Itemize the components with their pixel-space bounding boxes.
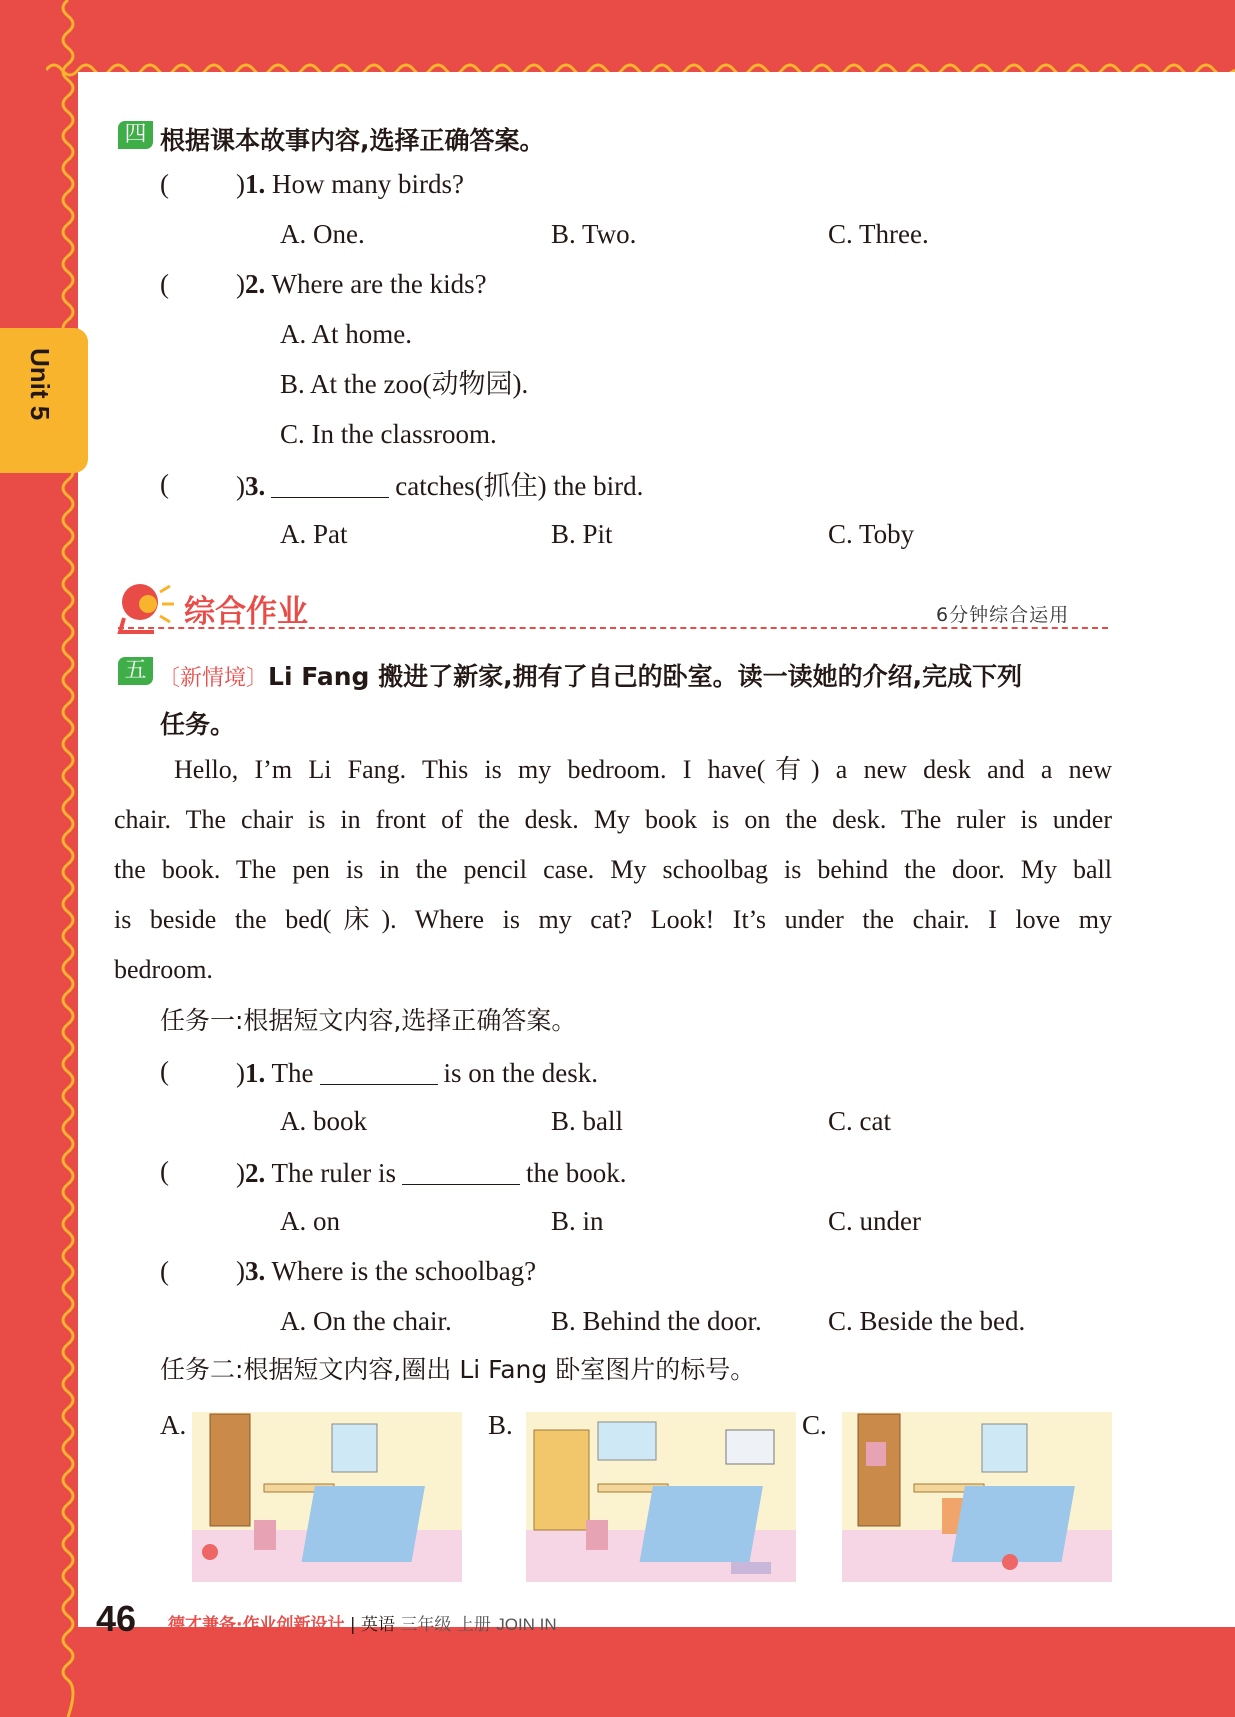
option: A. Pat — [280, 519, 348, 549]
answer-paren-open: ( — [160, 1256, 169, 1286]
task1-question-2: )2. The ruler is the book. — [236, 1158, 627, 1188]
task-1-title: 任务一:根据短文内容,选择正确答案。 — [160, 1006, 577, 1035]
homework-divider — [118, 627, 1108, 629]
question-3: )3. catches(抓住) the bird. — [236, 471, 644, 501]
passage-line: is beside the bed(床). Where is my cat? Look! It’s under the chair. I love my — [114, 905, 1112, 934]
option: B. Pit — [551, 519, 613, 549]
question-2: )2. Where are the kids? — [236, 269, 487, 299]
option: A. On the chair. — [280, 1306, 452, 1336]
section-5-title: 〔新情境〕Li Fang 搬进了新家,拥有了自己的卧室。读一读她的介绍,完成下列 — [158, 662, 1023, 691]
answer-blank[interactable] — [402, 1158, 520, 1185]
section-5-badge: 五 — [118, 657, 153, 685]
task-2-title: 任务二:根据短文内容,圈出 Li Fang 卧室图片的标号。 — [160, 1355, 756, 1384]
option: A. book — [280, 1106, 367, 1136]
answer-blank[interactable] — [271, 471, 389, 498]
option: B. in — [551, 1206, 604, 1236]
unit-tab-label: Unit 5 — [25, 348, 55, 421]
unit-tab — [0, 328, 88, 473]
page-number: 46 — [96, 1598, 137, 1639]
picture-label-a[interactable]: A. — [160, 1410, 187, 1440]
option: C. Three. — [828, 219, 929, 249]
bedroom-picture-b[interactable] — [526, 1412, 796, 1582]
bedroom-picture-a[interactable] — [192, 1412, 462, 1582]
option: C. In the classroom. — [280, 419, 497, 449]
option: C. Beside the bed. — [828, 1306, 1026, 1336]
answer-paren-open: ( — [160, 269, 169, 299]
section-5-title-cont: 任务。 — [160, 710, 236, 739]
answer-paren-open: ( — [160, 1056, 169, 1086]
option: C. Toby — [828, 519, 915, 549]
option: A. At home. — [280, 319, 412, 349]
answer-paren-open: ( — [160, 1156, 169, 1186]
question-1: )1. How many birds? — [236, 169, 464, 199]
option: A. on — [280, 1206, 340, 1236]
passage-line: bedroom. — [114, 955, 213, 984]
answer-paren-open: ( — [160, 169, 169, 199]
section-4-badge: 四 — [118, 121, 153, 149]
option: B. Behind the door. — [551, 1306, 762, 1336]
homework-title: 综合作业 — [184, 594, 308, 630]
option: B. At the zoo(动物园). — [280, 369, 529, 399]
footer-text: 德才兼备·作业创新设计 | 英语 三年级 上册 JOIN IN — [168, 1615, 557, 1635]
picture-label-b[interactable]: B. — [488, 1410, 513, 1440]
option: C. under — [828, 1206, 921, 1236]
section-4-title: 根据课本故事内容,选择正确答案。 — [160, 126, 545, 155]
passage-line: the book. The pen is in the pencil case. My schoolbag is behind the door. My ball — [114, 855, 1112, 884]
answer-paren-open: ( — [160, 469, 169, 499]
answer-blank[interactable] — [320, 1058, 438, 1085]
task1-question-3: )3. Where is the schoolbag? — [236, 1256, 537, 1286]
bedroom-picture-c[interactable] — [842, 1412, 1112, 1582]
picture-label-c[interactable]: C. — [802, 1410, 827, 1440]
option: B. ball — [551, 1106, 623, 1136]
task1-question-1: )1. The is on the desk. — [236, 1058, 598, 1088]
passage-line: Hello, I’m Li Fang. This is my bedroom. I have(有) a new desk and a new — [174, 755, 1112, 784]
lamp-icon — [114, 578, 176, 634]
homework-duration: 6分钟综合运用 — [936, 604, 1070, 626]
option: B. Two. — [551, 219, 637, 249]
option: A. One. — [280, 219, 365, 249]
passage-line: chair. The chair is in front of the desk. My book is on the desk. The ruler is under — [114, 805, 1112, 834]
option: C. cat — [828, 1106, 891, 1136]
